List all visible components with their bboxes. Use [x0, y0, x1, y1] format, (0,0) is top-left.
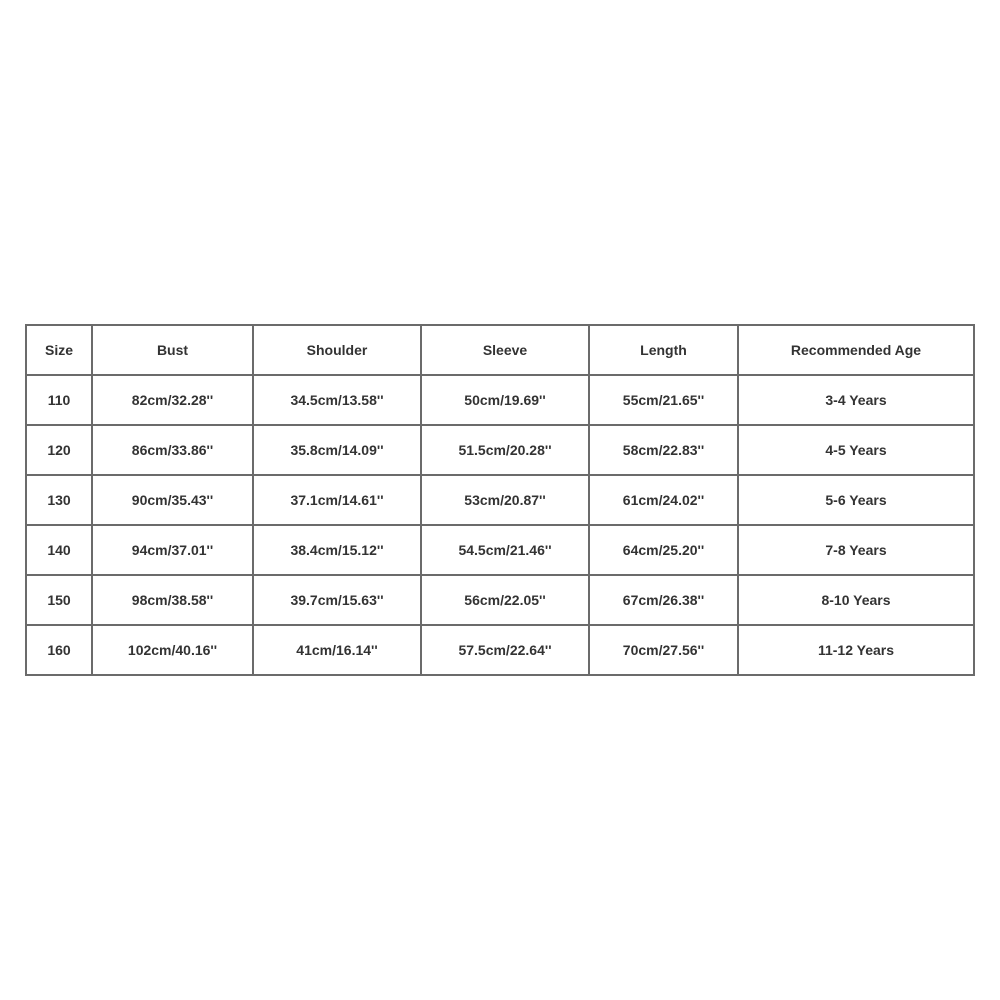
header-recommended-age: Recommended Age	[739, 326, 973, 374]
header-size: Size	[27, 326, 91, 374]
cell-shoulder: 34.5cm/13.58''	[254, 376, 420, 424]
cell-bust: 90cm/35.43''	[93, 476, 252, 524]
cell-length: 61cm/24.02''	[590, 476, 737, 524]
header-length: Length	[590, 326, 737, 374]
table-row	[27, 576, 973, 624]
cell-size: 140	[27, 526, 91, 574]
cell-recommended-age: 3-4 Years	[739, 376, 973, 424]
cell-recommended-age: 4-5 Years	[739, 426, 973, 474]
header-sleeve: Sleeve	[422, 326, 588, 374]
cell-recommended-age: 8-10 Years	[739, 576, 973, 624]
cell-bust: 86cm/33.86''	[93, 426, 252, 474]
cell-bust: 102cm/40.16''	[93, 626, 252, 674]
table-row	[27, 526, 973, 574]
cell-sleeve: 53cm/20.87''	[422, 476, 588, 524]
table-row	[27, 626, 973, 674]
cell-length: 58cm/22.83''	[590, 426, 737, 474]
cell-recommended-age: 5-6 Years	[739, 476, 973, 524]
table-row	[27, 476, 973, 524]
cell-sleeve: 54.5cm/21.46''	[422, 526, 588, 574]
cell-length: 70cm/27.56''	[590, 626, 737, 674]
cell-sleeve: 50cm/19.69''	[422, 376, 588, 424]
header-row	[27, 326, 973, 374]
cell-bust: 98cm/38.58''	[93, 576, 252, 624]
cell-shoulder: 41cm/16.14''	[254, 626, 420, 674]
size-chart-table	[25, 324, 975, 676]
cell-size: 130	[27, 476, 91, 524]
cell-size: 150	[27, 576, 91, 624]
header-shoulder: Shoulder	[254, 326, 420, 374]
cell-shoulder: 35.8cm/14.09''	[254, 426, 420, 474]
cell-length: 67cm/26.38''	[590, 576, 737, 624]
cell-bust: 82cm/32.28''	[93, 376, 252, 424]
cell-recommended-age: 11-12 Years	[739, 626, 973, 674]
cell-sleeve: 51.5cm/20.28''	[422, 426, 588, 474]
cell-size: 120	[27, 426, 91, 474]
header-bust: Bust	[93, 326, 252, 374]
cell-shoulder: 38.4cm/15.12''	[254, 526, 420, 574]
table-row	[27, 376, 973, 424]
cell-sleeve: 57.5cm/22.64''	[422, 626, 588, 674]
cell-bust: 94cm/37.01''	[93, 526, 252, 574]
cell-sleeve: 56cm/22.05''	[422, 576, 588, 624]
cell-shoulder: 37.1cm/14.61''	[254, 476, 420, 524]
cell-size: 160	[27, 626, 91, 674]
cell-size: 110	[27, 376, 91, 424]
cell-shoulder: 39.7cm/15.63''	[254, 576, 420, 624]
cell-recommended-age: 7-8 Years	[739, 526, 973, 574]
table-row	[27, 426, 973, 474]
cell-length: 55cm/21.65''	[590, 376, 737, 424]
cell-length: 64cm/25.20''	[590, 526, 737, 574]
